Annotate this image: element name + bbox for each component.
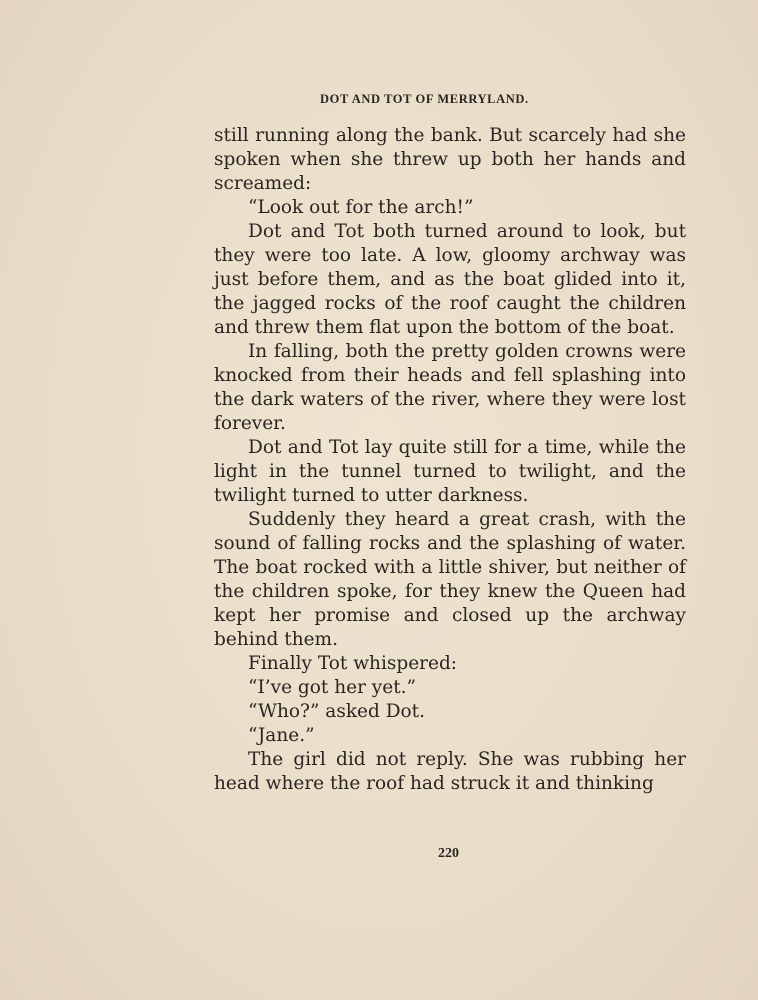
paragraph-3: Dot and Tot both turned around to look, but they were too late. A low, gloomy archway was just before them, and as the boat glided into it, the jagged rocks of the roof caught the children and threw them flat upon the bottom of the boat. [214,221,686,338]
page-number: 220 [438,846,459,861]
paragraph-4: In falling, both the pretty golden crowns were knocked from their heads and fell splashing into the dark waters of the river, where they were lost forever. [214,341,686,434]
paragraph-1: still running along the bank. But scarcely had she spoken when she threw up both her hands and screamed: [214,125,686,194]
running-head: DOT AND TOT OF MERRYLAND. [320,92,529,106]
paragraph-5: Dot and Tot lay quite still for a time, while the light in the tunnel turned to twilight, and the twilight turned to utter darkness. [214,437,686,506]
paragraph-9: “Who?” asked Dot. [248,701,425,722]
paragraph-11: The girl did not reply. She was rubbing her head where the roof had struck it and thinking [214,749,686,794]
paragraph-10: “Jane.” [248,725,315,746]
body-text [214,124,686,796]
paragraph-8: “I’ve got her yet.” [248,677,416,698]
paragraph-2: “Look out for the arch!” [248,197,474,218]
paragraph-7: Finally Tot whispered: [248,653,458,674]
paragraph-6: Suddenly they heard a great crash, with the sound of falling rocks and the splashing of water. The boat rocked with a little shiver, but neither of the children spoke, for they knew the Queen had kept her promise and closed up the archway behind them. [214,509,686,650]
